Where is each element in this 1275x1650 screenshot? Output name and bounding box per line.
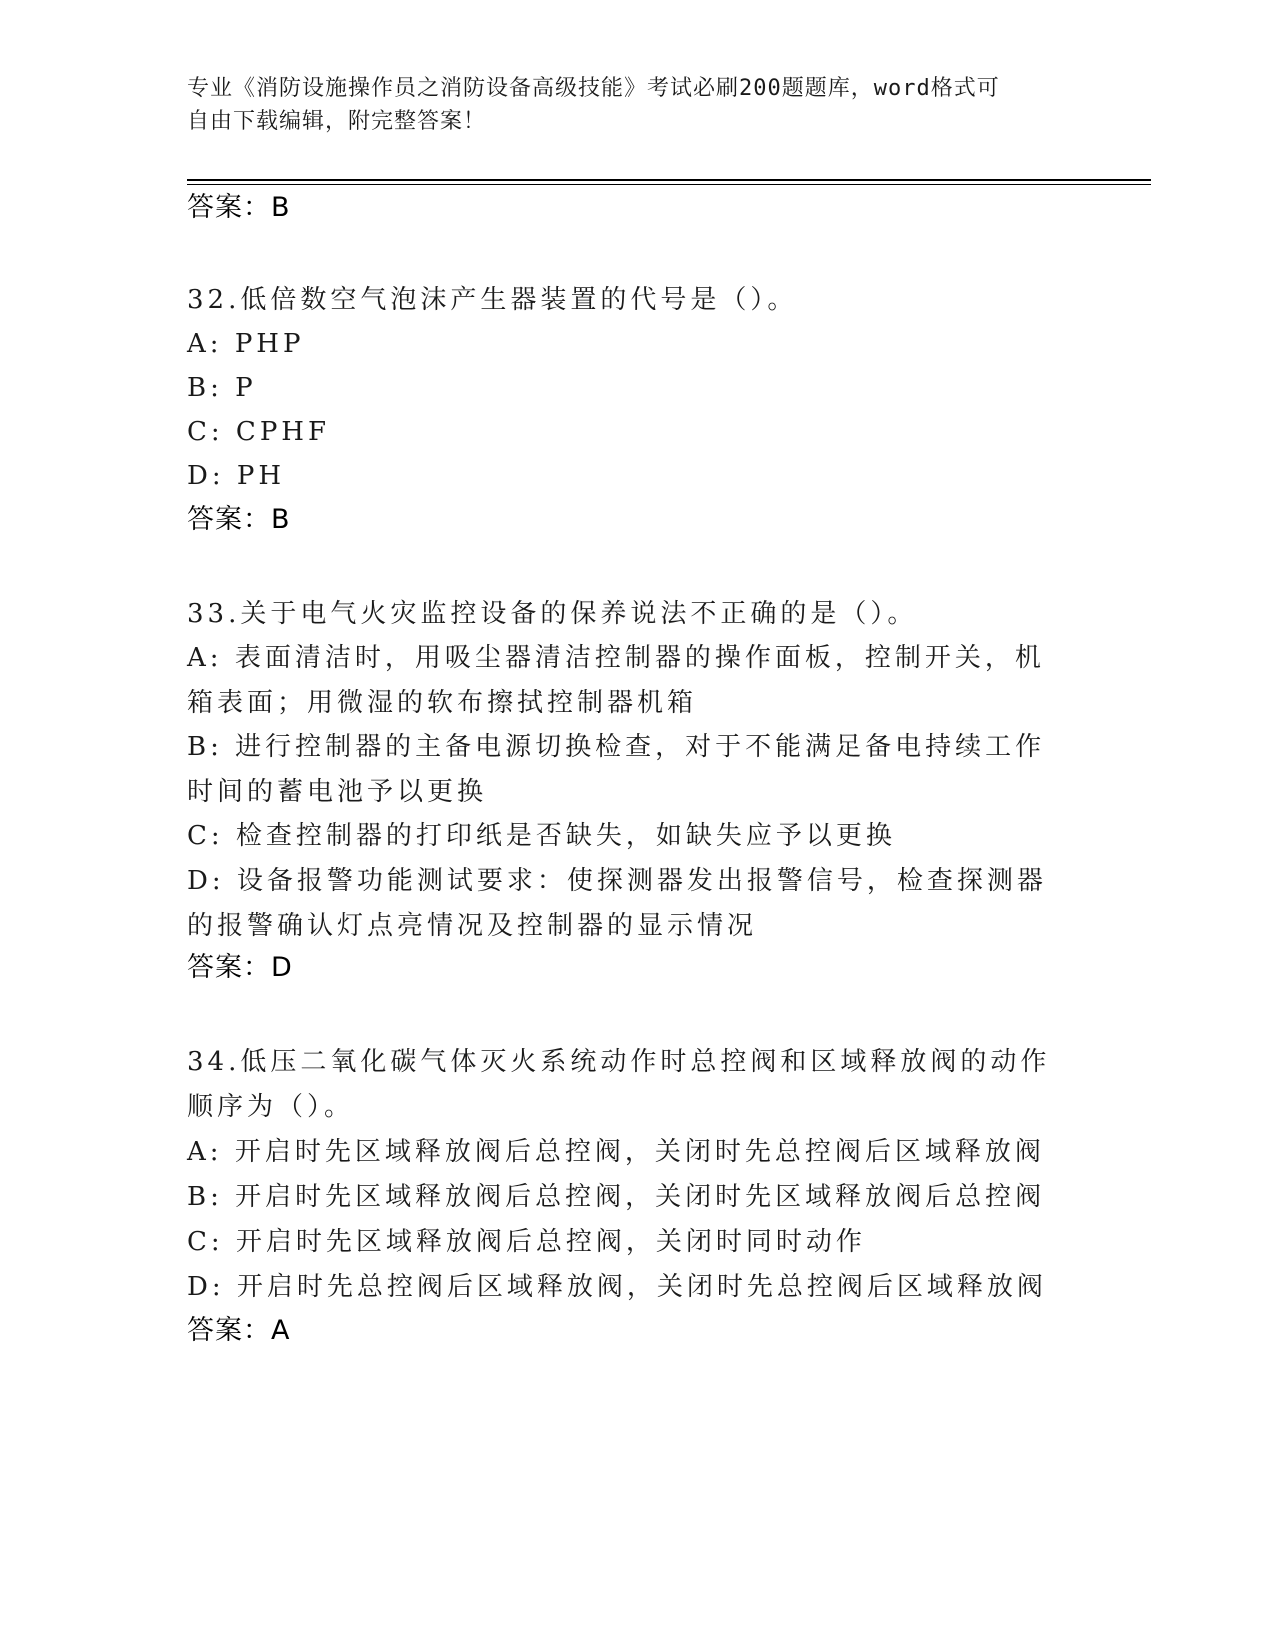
question-32-option-c <box>187 410 1067 455</box>
option-text: 进行控制器的主备电源切换检查，对于不能满足备电持续工作时间的蓄电池予以更换 <box>187 732 1046 807</box>
header-rule-thin <box>187 184 1151 185</box>
option-key: D: <box>187 1272 225 1302</box>
answer-label: 答案： <box>187 952 271 983</box>
option-text: 设备报警功能测试要求：使探测器发出报警信号，检查探测器的报警确认灯点亮情况及控制器的显示情况 <box>187 866 1047 941</box>
answer-33 <box>187 948 293 988</box>
option-text: 开启时先总控阀后区域释放阀，关闭时先总控阀后区域释放阀 <box>236 1272 1047 1302</box>
option-key: A: <box>187 329 223 359</box>
answer-31 <box>187 188 291 228</box>
answer-value: B <box>271 504 291 535</box>
question-34-option-a <box>187 1130 1067 1175</box>
option-key: C: <box>187 1227 224 1257</box>
option-key: C: <box>187 417 224 447</box>
option-text: PHP <box>234 329 305 359</box>
option-key: A: <box>187 1137 223 1167</box>
option-text: P <box>235 373 257 403</box>
option-text: 开启时先区域释放阀后总控阀，关闭时同时动作 <box>235 1227 866 1257</box>
option-key: B: <box>187 732 223 762</box>
option-key: A: <box>187 643 223 673</box>
option-key: C: <box>187 821 224 851</box>
option-text: 开启时先区域释放阀后总控阀，关闭时先区域释放阀后总控阀 <box>235 1182 1046 1212</box>
answer-value: D <box>271 952 293 983</box>
question-34-option-b <box>187 1175 1067 1220</box>
header-line-2: 自由下载编辑，附完整答案！ <box>187 109 487 134</box>
question-34-option-c <box>187 1220 1067 1265</box>
option-key: B: <box>187 1182 223 1212</box>
question-32-stem: 32.低倍数空气泡沫产生器装置的代号是（）。 <box>187 285 798 315</box>
option-key: D: <box>187 461 225 491</box>
question-33-option-b <box>187 725 1067 815</box>
question-33-stem: 33.关于电气火灾监控设备的保养说法不正确的是（）。 <box>187 599 918 629</box>
option-text: 表面清洁时，用吸尘器清洁控制器的操作面板，控制开关，机箱表面；用微湿的软布擦拭控制器机箱 <box>187 643 1045 718</box>
option-key: B: <box>187 373 223 403</box>
header-rule-thick <box>187 179 1151 181</box>
document-header <box>187 72 1087 138</box>
question-32-option-b <box>187 366 1067 411</box>
question-33-option-d <box>187 859 1067 949</box>
option-text: CPHF <box>235 417 331 447</box>
option-text: 开启时先区域释放阀后总控阀，关闭时先总控阀后区域释放阀 <box>234 1137 1045 1167</box>
option-key: D: <box>187 866 225 896</box>
answer-value: A <box>271 1315 291 1346</box>
header-line-1: 专业《消防设施操作员之消防设备高级技能》考试必刷200题题库，word格式可 <box>187 76 1000 101</box>
answer-label: 答案： <box>187 1315 271 1346</box>
question-33-option-a <box>187 636 1067 726</box>
answer-32 <box>187 500 291 540</box>
answer-label: 答案： <box>187 504 271 535</box>
option-text: 检查控制器的打印纸是否缺失，如缺失应予以更换 <box>235 821 896 851</box>
question-33-option-c <box>187 814 1067 859</box>
answer-34 <box>187 1311 290 1351</box>
answer-value: B <box>271 192 291 223</box>
answer-label: 答案： <box>187 192 271 223</box>
question-32-option-a <box>187 322 1067 367</box>
question-34-stem: 34.低压二氧化碳气体灭火系统动作时总控阀和区域释放阀的动作顺序为（）。 <box>187 1047 1051 1122</box>
option-text: PH <box>236 461 286 491</box>
question-32-option-d <box>187 454 1067 499</box>
question-34-option-d <box>187 1265 1067 1310</box>
